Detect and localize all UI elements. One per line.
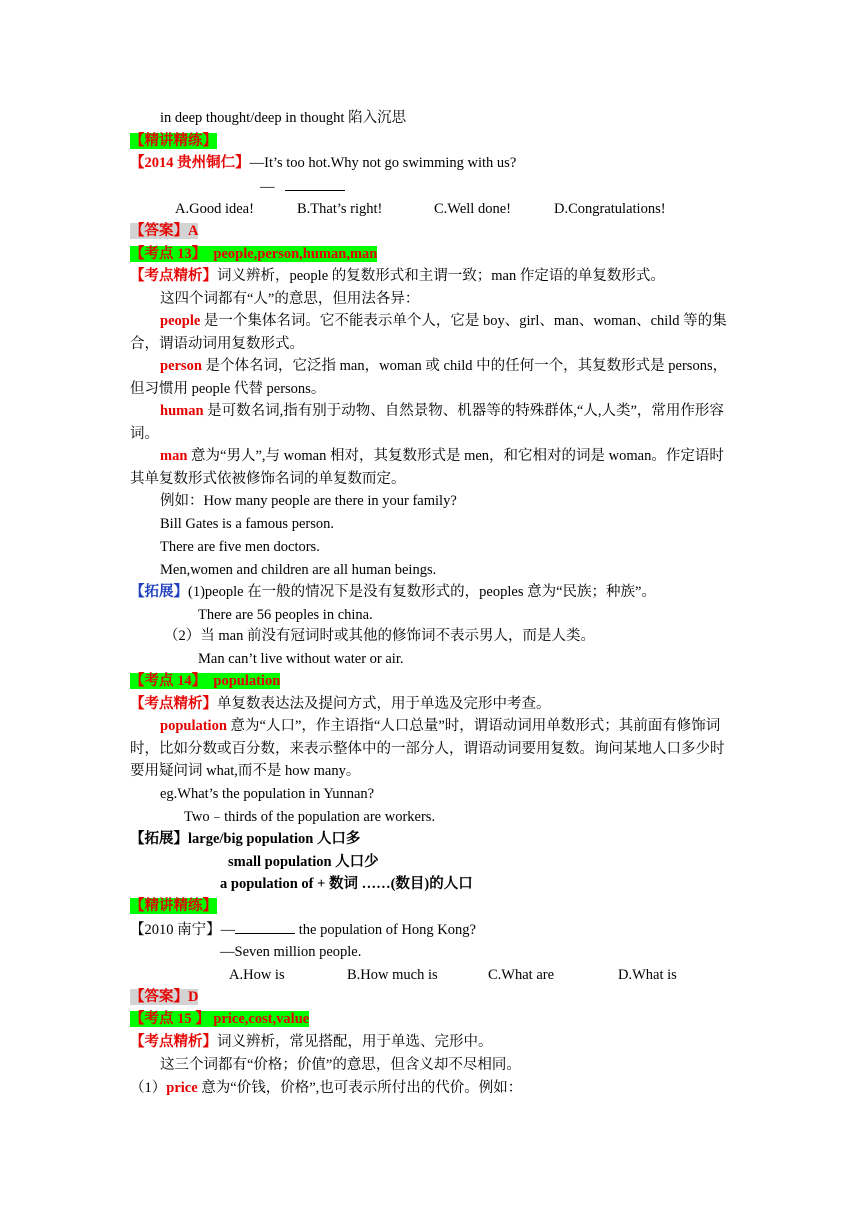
question-text: the population of Hong Kong? (295, 922, 476, 938)
answer-label: 【答案】A (130, 223, 199, 239)
option-d: D.What is (618, 967, 677, 983)
answer-blank-line: — (260, 176, 345, 196)
text-line: 这四个词都有“人”的意思，但用法各异： (160, 291, 420, 307)
paragraph-human: human 是可数名词,指有别于动物、自然景物、机器等的特殊群体,“人,人类”，常用作形容词。 (130, 403, 724, 442)
section-tag-jingjiang: 【精讲精练】 (130, 898, 217, 914)
option-a: A.Good idea! (175, 201, 254, 217)
extension-1: 【拓展】(1)people 在一般的情况下是没有复数形式的，peoples 意为“民族；种族”。 (130, 584, 656, 600)
answer-blank (235, 919, 295, 934)
example-line: There are five men doctors. (160, 539, 320, 555)
example-line: 例如：How many people are there in your family? (160, 493, 457, 509)
section-kaodian-15: 【考点 15 】 price,cost,value (130, 1011, 310, 1027)
text-line: in deep thought/deep in thought 陷入沉思 (160, 110, 407, 126)
section-kaodian-13: 【考点 13】 people,person,human,man (130, 246, 378, 262)
example-line: Bill Gates is a famous person. (160, 516, 334, 532)
option-b: B.How much is (347, 967, 438, 983)
options-row (229, 965, 677, 985)
example-line: eg.What’s the population in Yunnan? (160, 786, 375, 802)
extension-5: a population of + 数词 ……(数目)的人口 (220, 876, 473, 892)
paragraph-man: man 意为“男人”,与 woman 相对，其复数形式是 men，和它相对的词是 woman。作定语时其单复数形式依被修饰名词的单复数而定。 (130, 448, 724, 487)
paragraph-person: person 是个体名词，它泛指 man，woman 或 child 中的任何一个，其复数形式是 persons，但习惯用 people 代替 persons。 (130, 358, 728, 397)
kaodian-analysis: 【考点精析】词义辨析，people 的复数形式和主谓一致；man 作定语的单复数形式。 (130, 268, 665, 284)
price-line: （1）price 意为“价钱，价格”,也可表示所付出的代价。例如： (130, 1080, 523, 1096)
section-kaodian-14: 【考点 14】 population (130, 673, 281, 689)
section-tag-jingjiang: 【精讲精练】 (130, 133, 217, 149)
extension-2: （2）当 man 前没有冠词时或其他的修饰词不表示男人，而是人类。 (164, 628, 595, 644)
example-line: Man can’t live without water or air. (198, 651, 404, 667)
question-text: —It’s too hot.Why not go swimming with us? (249, 155, 517, 171)
option-d: D.Congratulations! (554, 201, 666, 217)
example-line: Two﹣thirds of the population are workers. (184, 809, 436, 825)
paragraph-people: people 是一个集体名词。它不能表示单个人，它是 boy、girl、man、woman、child 等的集合，谓语动词用复数形式。 (130, 313, 727, 352)
question-source: 【2014 贵州铜仁】 (130, 155, 250, 171)
example-line: There are 56 peoples in china. (198, 607, 373, 623)
kaodian-analysis: 【考点精析】单复数表达法及提问方式，用于单选及完形中考查。 (130, 696, 551, 712)
question-1 (130, 153, 516, 173)
option-b: B.That’s right! (297, 201, 383, 217)
option-c: C.Well done! (434, 201, 511, 217)
answer-label: 【答案】D (130, 989, 199, 1005)
question-source: 【2010 南宁】 (130, 922, 221, 938)
text-line: 这三个词都有“价格；价值”的意思，但含义却不尽相同。 (160, 1057, 521, 1073)
options-row (175, 199, 666, 219)
reply-line: —Seven million people. (220, 944, 362, 960)
option-a: A.How is (229, 967, 285, 983)
extension-3: 【拓展】large/big population 人口多 (130, 831, 361, 847)
kaodian-analysis: 【考点精析】词义辨析，常见搭配，用于单选、完形中。 (130, 1034, 493, 1050)
question-2: 【2010 南宁】— the population of Hong Kong? (130, 919, 476, 939)
answer-blank (285, 176, 345, 191)
extension-4: small population 人口少 (228, 854, 379, 870)
option-c: C.What are (488, 967, 555, 983)
example-line: Men,women and children are all human beings. (160, 562, 437, 578)
paragraph-population: population 意为“人口”，作主语指“人口总量”时，谓语动词用单数形式；其前面有修饰词时，比如分数或百分数，来表示整体中的一部分人，谓语动词要用复数。询问某地人口多少时要用疑问词 what,而不是 how many。 (130, 718, 725, 779)
